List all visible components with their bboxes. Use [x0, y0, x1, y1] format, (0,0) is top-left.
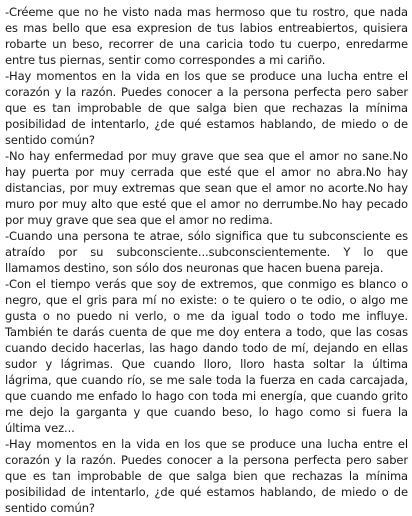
- quote-paragraph-6: -Hay momentos en la vida en los que se produce una lucha entre el corazón y la razón. Puedes conocer a la persona perfecta pero saber que es tan improbable de que salga bien que rechazas la mínima posibilidad de intentarlo, ¿de qué estamos hablando, de miedo o de sentido común?: [5, 437, 408, 515]
- quote-paragraph-1: -Créeme que no he visto nada mas hermoso que tu rostro, que nada es mas bello que esa expresion de tus labios entreabiertos, quisiera robarte un beso, recorrer de una caricia todo tu cuerpo, enredarme entre tus piernas, sentir como correspondes a mi cariño.: [5, 5, 408, 67]
- quote-paragraph-3: -No hay enfermedad por muy grave que sea que el amor no sane.No hay puerta por muy cerrada que esté que el amor no abra.No hay distancias, por muy extremas que sean que el amor no acorte.No hay muro por muy alto que esté que el amor no derrumbe.No hay pecado por muy grave que sea que el amor no redima.: [5, 149, 408, 227]
- quote-paragraph-4: -Cuando una persona te atrae, sólo significa que tu subconsciente es atraído por su subconsciente...subconscientemente. Y lo que llamamos destino, son sólo dos neuronas que hacen buena pareja.: [5, 229, 408, 275]
- quote-paragraph-5: -Con el tiempo verás que soy de extremos, que conmigo es blanco o negro, que el gris para mí no existe: o te quiero o te odio, o algo me gusta o no puedo ni verlo, o me da igual todo o todo me influye. También te darás cuenta de que me doy entera a todo, que las cosas cuando decido hacerlas, las hago dando todo de mí, dejando en ellas sudor y lágrimas. Que cuando lloro, lloro hasta soltar la última lágrima, que cuando río, se me sale toda la fuerza en cada carcajada, que cuando me enfado lo hago con toda mi energía, que cuando grito me dejo la garganta y que cuando beso, lo hago como si fuera la última vez...: [5, 277, 408, 435]
- quote-paragraph-2: -Hay momentos en la vida en los que se produce una lucha entre el corazón y la razón. Puedes conocer a la persona perfecta pero saber que es tan improbable de que salga bien que rechazas la mínima posibilidad de intentarlo, ¿de qué estamos hablando, de miedo o de sentido común?: [5, 69, 408, 147]
